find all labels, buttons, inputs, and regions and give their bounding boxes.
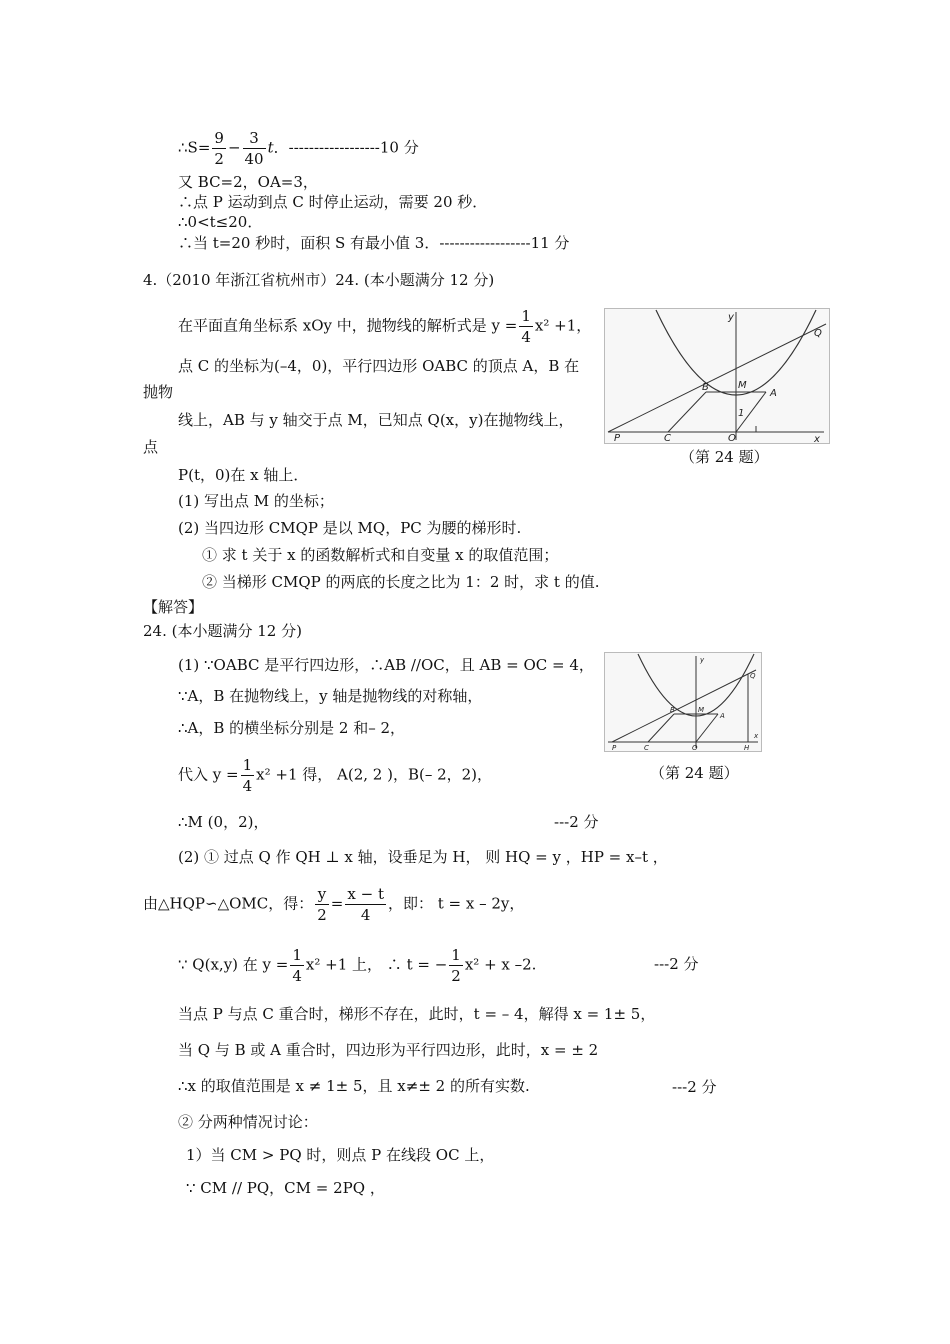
- fraction-1-4: $\frac{1}{4}$: [242, 756, 253, 795]
- fraction-1-2: $\frac{1}{2}$: [451, 946, 461, 985]
- problem-header: 4.（2010 年浙江省杭州市）24. (本小题满分 12 分): [143, 271, 495, 289]
- score-2-b: ---2 分: [654, 955, 699, 973]
- label-c: C: [664, 433, 671, 444]
- problem-line-5: 点: [143, 438, 159, 456]
- problem-line-6: P(t，0)在 x 轴上．: [178, 466, 309, 484]
- line-bc-oa: 又 BC=2，OA=3，: [178, 173, 318, 191]
- solution-line-14: ∵ CM // PQ，CM = 2PQ ，: [186, 1179, 385, 1197]
- label-b: B: [702, 382, 709, 393]
- solution-line-7: 由△HQP∽△OMC，得： $\frac{y}{2}$ = $\frac{x - t}{4}$ ，即： t = x – 2y，: [143, 885, 525, 924]
- solution-line-13: 1）当 CM > PQ 时，则点 P 在线段 OC 上，: [186, 1146, 495, 1164]
- label-p: P: [612, 744, 617, 752]
- solution-line-2: ∵A，B 在抛物线上，y 轴是抛物线的对称轴，: [178, 687, 483, 705]
- solution-heading: 【解答】: [143, 598, 204, 616]
- label-o: O: [728, 433, 736, 444]
- label-x: x: [814, 434, 820, 444]
- label-p: P: [614, 433, 621, 444]
- solution-line-5: ∴M (0，2)，: [178, 813, 269, 831]
- problem-figure: [604, 308, 830, 444]
- solution-line-6: (2) ① 过点 Q 作 QH ⊥ x 轴，设垂足为 H， 则 HQ = y ，HP = x–t ，: [178, 848, 668, 866]
- fraction-x-t-4: $\frac{x - t}{4}$: [347, 885, 384, 924]
- solution-line-11: ∴x 的取值范围是 x ≠ 1± 5，且 x≠± 2 的所有实数.: [178, 1077, 530, 1095]
- label-c: C: [644, 744, 649, 752]
- fraction-1-4: $\frac{1}{4}$: [521, 307, 531, 346]
- label-b: B: [670, 706, 675, 714]
- solution-figure: [604, 652, 762, 752]
- solution-line-8: ∵ Q(x,y) 在 y = $\frac{1}{4}$ x² +1 上， ∴ t = − $\frac{1}{2}$ x² + x –2.: [178, 946, 537, 985]
- question-1: (1) 写出点 M 的坐标；: [178, 492, 334, 510]
- problem-line-1: 在平面直角坐标系 xOy 中，抛物线的解析式是 y = $\frac{1}{4}$ x² +1，: [178, 307, 592, 346]
- label-h: H: [744, 744, 750, 752]
- solution-line-3: ∴A，B 的横坐标分别是 2 和– 2，: [178, 719, 406, 737]
- label-m: M: [738, 380, 747, 391]
- fraction-9-2: $\frac{9}{2}$: [214, 129, 224, 168]
- question-2a: ① 求 t 关于 x 的函数解析式和自变量 x 的取值范围；: [202, 546, 559, 564]
- question-2b: ② 当梯形 CMQP 的两底的长度之比为 1：2 时，求 t 的值.: [202, 573, 600, 591]
- solution-line-9: 当点 P 与点 C 重合时，梯形不存在，此时，t = – 4，解得 x = 1± 5，: [178, 1005, 656, 1023]
- score-2-a: ---2 分: [554, 813, 599, 831]
- problem-line-3: 抛物: [143, 383, 174, 401]
- solution-line-10: 当 Q 与 B 或 A 重合时，四边形为平行四边形，此时，x = ± 2: [178, 1041, 599, 1059]
- fraction-1-4: $\frac{1}{4}$: [292, 946, 302, 985]
- fraction-3-40: $\frac{3}{40}$: [244, 129, 264, 168]
- problem-line-4: 线上，AB 与 y 轴交于点 M，已知点 Q(x，y)在抛物线上，: [178, 411, 574, 429]
- solution-line-4: 代入 y = $\frac{1}{4}$ x² +1 得， A(2, 2 )，B(– 2，2)，: [178, 756, 493, 795]
- label-m: M: [698, 706, 705, 714]
- line-stop-motion: ∴点 P 运动到点 C 时停止运动，需要 20 秒．: [178, 193, 488, 211]
- question-2: (2) 当四边形 CMQP 是以 MQ，PC 为腰的梯形时.: [178, 519, 522, 537]
- figure-caption: （第 24 题）: [650, 764, 739, 782]
- score-10: ．------------------10 分: [273, 138, 419, 157]
- label-a: A: [720, 712, 725, 720]
- line-min-area: ∴当 t=20 秒时，面积 S 有最小值 3．------------------11 分: [178, 234, 570, 252]
- solution-line-12: ② 分两种情况讨论：: [178, 1113, 318, 1131]
- label-q: Q: [814, 328, 822, 339]
- s-prefix: ∴S=: [178, 138, 211, 157]
- label-y: y: [728, 312, 734, 323]
- figure-caption: （第 24 题）: [680, 448, 769, 466]
- label-q: Q: [750, 672, 756, 680]
- solution-line-1: (1) ∵OABC 是平行四边形，∴AB //OC，且 AB = OC = 4，: [178, 656, 594, 674]
- problem-line-2: 点 C 的坐标为(–4，0)，平行四边形 OABC 的顶点 A，B 在: [178, 357, 580, 375]
- fraction-y-2: $\frac{y}{2}$: [317, 885, 327, 924]
- line-t-range: ∴0<t≤20．: [178, 213, 263, 231]
- solution-title: 24. (本小题满分 12 分): [143, 622, 302, 640]
- label-one: 1: [738, 408, 745, 419]
- s-formula-line: ∴S= $\frac{9}{2}$ − $\frac{3}{40}$ t．------------------10 分: [178, 129, 419, 168]
- label-a: A: [770, 388, 777, 399]
- label-y: y: [700, 656, 705, 664]
- label-x: x: [754, 732, 759, 740]
- score-2-c: ---2 分: [672, 1078, 717, 1096]
- label-o: O: [692, 744, 698, 752]
